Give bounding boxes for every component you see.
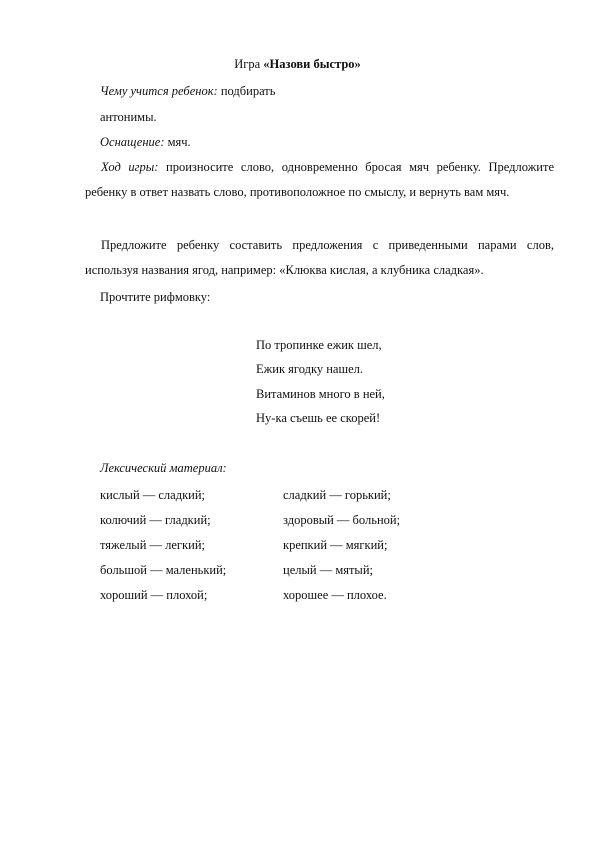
antonym-pair: сладкий — горький; — [283, 488, 391, 502]
poem-line: Ежик ягодку нашел. — [256, 362, 364, 376]
equipment-line — [100, 135, 191, 150]
goal-continuation: антонимы. — [100, 110, 157, 124]
antonym-pair: хорошее — плохое. — [283, 588, 387, 602]
title-name: «Назови быстро» — [263, 57, 361, 71]
antonym-pair: большой — маленький; — [100, 563, 227, 577]
poem-line: Витаминов много в ней, — [256, 387, 385, 401]
antonym-pair: кислый — сладкий; — [100, 488, 206, 502]
game-title — [0, 57, 595, 72]
task-rhyme-line: Прочтите рифмовку: — [100, 290, 211, 304]
antonym-pair: целый — мятый; — [283, 563, 373, 577]
procedure-label: Ход игры: — [101, 160, 159, 174]
poem-line: Ну-ка съешь ее скорей! — [256, 411, 381, 425]
procedure-text: произносите слово, одновременно бросая мяч ребенку. Предложите ребенку в ответ назвать слово, противоположное по смыслу, и вернуть вам мяч. — [85, 160, 554, 199]
goal-label: Чему учится ребенок: — [100, 84, 218, 98]
procedure-paragraph — [85, 155, 554, 204]
antonym-pair: хороший — плохой; — [100, 588, 208, 602]
poem-line: По тропинке ежик шел, — [256, 338, 382, 352]
antonym-pair: здоровый — больной; — [283, 513, 401, 527]
antonym-row — [100, 588, 460, 604]
antonym-row — [100, 563, 460, 579]
antonym-pair: тяжелый — легкий; — [100, 538, 205, 552]
goal-text: подбирать — [217, 84, 276, 98]
antonym-pair: колючий — гладкий; — [100, 513, 211, 527]
antonym-row — [100, 513, 460, 529]
goal-line — [100, 84, 275, 99]
antonym-row — [100, 488, 460, 504]
task-sentences-paragraph: Предложите ребенку составить предложения с приведенными парами слов, используя названия ягод, например: «Клюква кислая, а клубника сладкая». — [85, 238, 554, 277]
antonym-pair: крепкий — мягкий; — [283, 538, 388, 552]
lexicon-label: Лексический материал: — [100, 461, 227, 475]
title-prefix: Игра — [234, 57, 264, 71]
equipment-text: мяч. — [164, 135, 191, 149]
antonym-row — [100, 538, 460, 554]
equipment-label: Оснащение: — [100, 135, 165, 149]
